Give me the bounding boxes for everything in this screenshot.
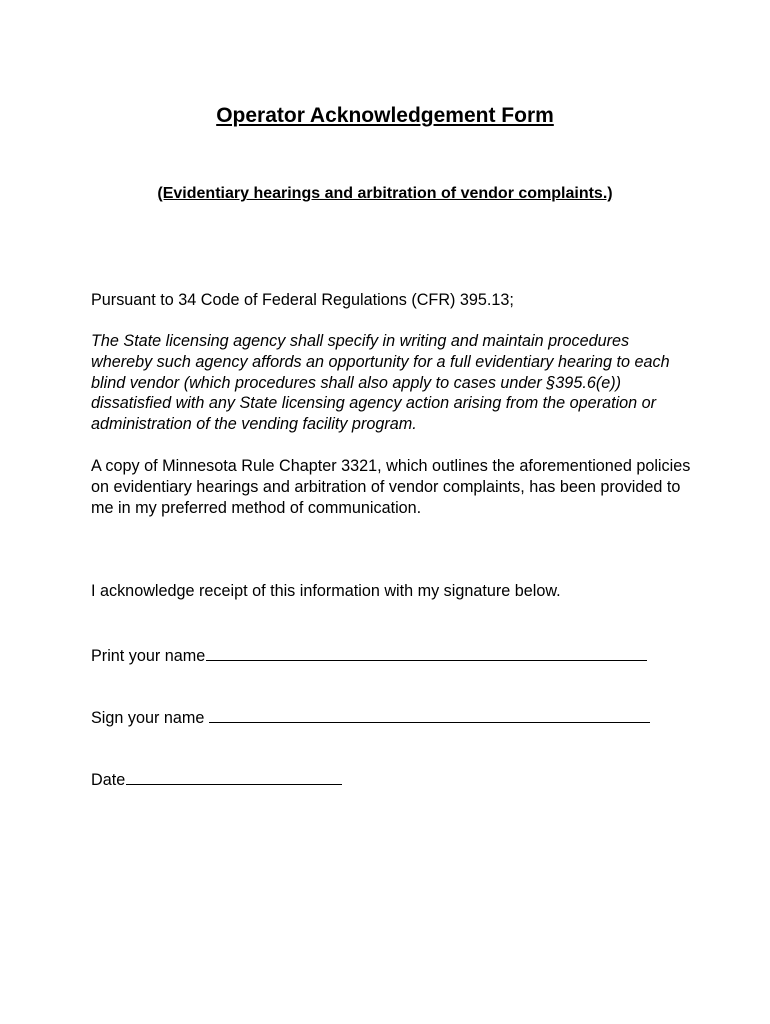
- sign-name-field: [91, 706, 650, 729]
- rule-copy-statement: A copy of Minnesota Rule Chapter 3321, which outlines the aforementioned policies on evidentiary hearings and arbitration of vendor complaints, has been provided to me in my preferred method of communication.: [91, 457, 691, 517]
- signature-line[interactable]: [209, 706, 650, 723]
- date-field: [91, 768, 342, 791]
- form-title: Operator Acknowledgement Form: [216, 104, 554, 127]
- form-subtitle: (Evidentiary hearings and arbitration of vendor complaints.): [157, 185, 613, 202]
- print-name-line[interactable]: [206, 644, 647, 661]
- acknowledgement-statement: I acknowledge receipt of this information with my signature below.: [91, 582, 561, 600]
- sign-name-label: Sign your name: [91, 709, 205, 727]
- regulation-reference: Pursuant to 34 Code of Federal Regulations (CFR) 395.13;: [91, 291, 514, 309]
- date-label: Date: [91, 771, 126, 789]
- print-name-label: Print your name: [91, 647, 206, 665]
- print-name-field: [91, 644, 647, 667]
- regulation-quote: The State licensing agency shall specify in writing and maintain procedures whereby such agency affords an opportunity for a full evidentiary hearing to each blind vendor (which procedures shall also apply to cases under §395.6(e)) dissatisfied with any State licensing agency action arising from the operation or administration of the vending facility program.: [91, 332, 670, 434]
- date-line[interactable]: [126, 768, 342, 785]
